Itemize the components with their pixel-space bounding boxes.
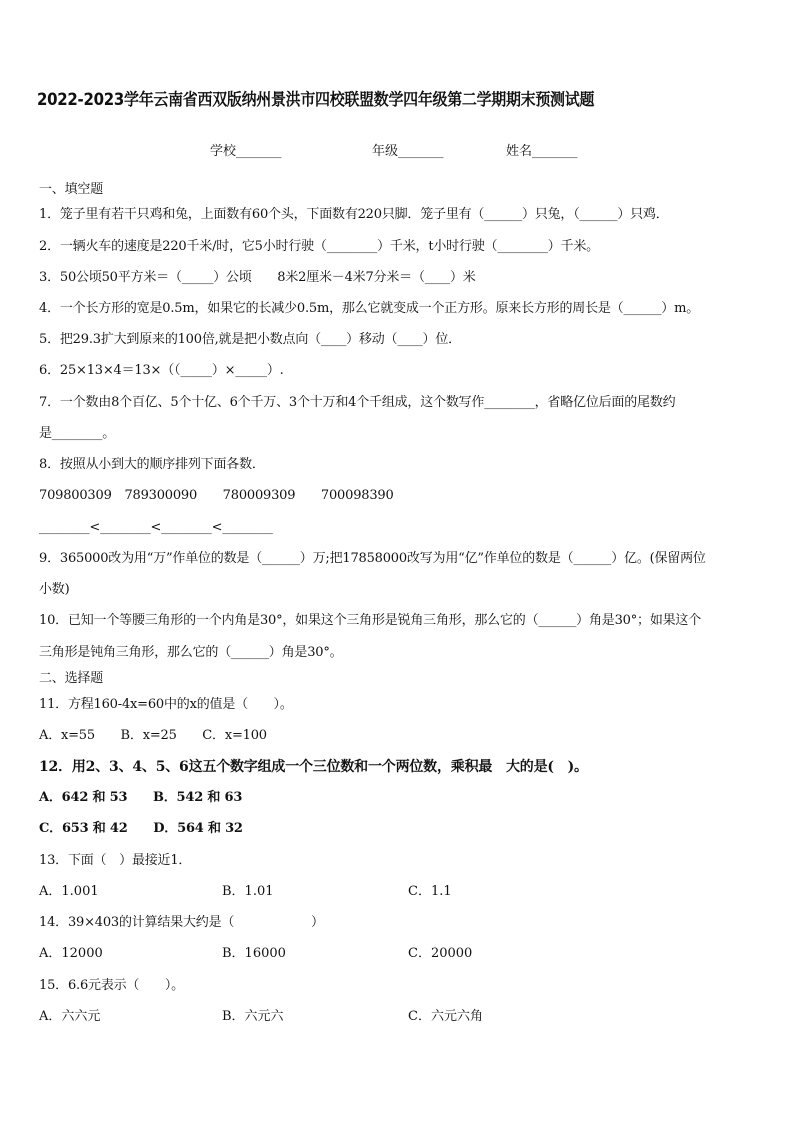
question-10-line-1: 10．已知一个等腰三角形的一个内角是30°，如果这个三角形是锐角三角形，那么它的（______）角是30°；如果这个 [39, 613, 702, 628]
question-4: 4．一个长方形的宽是0.5m，如果它的长减少0.5m，那么它就变成一个正方形。原来长方形的周长是（______）m。 [39, 301, 700, 316]
question-8-blanks: ________<________<________<________ [39, 520, 273, 535]
question-11-options: A．x=55 B．x=25 C．x=100 [39, 728, 267, 743]
question-13-option-a: A．1.001 [39, 884, 99, 899]
question-3: 3．50公顷50平方米＝（_____）公顷 8米2厘米－4米7分米＝（____）米 [39, 270, 476, 285]
question-15-option-a: A．六六元 [39, 1009, 101, 1024]
page-title: 2022-2023学年云南省西双版纳州景洪市四校联盟数学四年级第二学期期末预测试题 [37, 90, 595, 109]
section-choice-heading: 二、选择题 [39, 671, 104, 686]
question-5: 5．把29.3扩大到原来的100倍,就是把小数点向（____）移动（____）位． [39, 332, 461, 347]
question-9-line-2: 小数) [39, 582, 70, 597]
question-8-numbers: 709800309 789300090 780009309 700098390 [39, 488, 394, 503]
question-13: 13．下面（ ）最接近1． [39, 853, 192, 868]
section-fill-heading: 一、填空题 [39, 182, 104, 197]
question-12-options-1: A．642 和 53 B．542 和 63 [39, 790, 243, 805]
question-13-option-b: B．1.01 [222, 884, 274, 899]
question-15-option-c: C．六元六角 [408, 1009, 483, 1024]
name-field: 姓名_______ [506, 144, 578, 159]
question-14-option-a: A．12000 [39, 946, 103, 961]
question-15-option-b: B．六元六 [222, 1009, 284, 1024]
school-field: 学校_______ [210, 144, 282, 159]
question-14-option-b: B．16000 [222, 946, 286, 961]
question-14: 14．39×403的计算结果大约是（ ） [39, 915, 324, 930]
question-9-line-1: 9．365000改为用“万”作单位的数是（______）万;把17858000改写为用“亿”作单位的数是（______）亿。(保留两位 [39, 551, 706, 566]
question-11: 11．方程160-4x=60中的x的值是（ ）。 [39, 697, 293, 712]
grade-field: 年级_______ [372, 144, 444, 159]
question-8: 8．按照从小到大的顺序排列下面各数． [39, 457, 265, 472]
question-6: 6．25×13×4＝13×（（_____）×_____）. [39, 363, 284, 378]
question-13-option-c: C．1.1 [408, 884, 452, 899]
question-12: 12．用2、3、4、5、6这五个数字组成一个三位数和一个两位数，乘积最 大的是( )。 [39, 759, 588, 775]
question-12-options-2: C．653 和 42 D．564 和 32 [39, 821, 243, 836]
question-7-line-2: 是________。 [39, 426, 116, 441]
question-1: 1．笼子里有若干只鸡和兔，上面数有60个头，下面数有220只脚．笼子里有（______）只兔，（______）只鸡． [39, 207, 669, 222]
question-15: 15．6.6元表示（ ）。 [39, 978, 184, 993]
question-10-line-2: 三角形是钝角三角形，那么它的（______）角是30°。 [39, 645, 343, 660]
question-2: 2．一辆火车的速度是220千米/时，它5小时行驶（________）千米，t小时行驶（________）千米。 [39, 239, 599, 254]
question-7-line-1: 7．一个数由8个百亿、5个十亿、6个千万、3个十万和4个千组成，这个数写作________，省略亿位后面的尾数约 [39, 395, 676, 410]
question-14-option-c: C．20000 [408, 946, 473, 961]
